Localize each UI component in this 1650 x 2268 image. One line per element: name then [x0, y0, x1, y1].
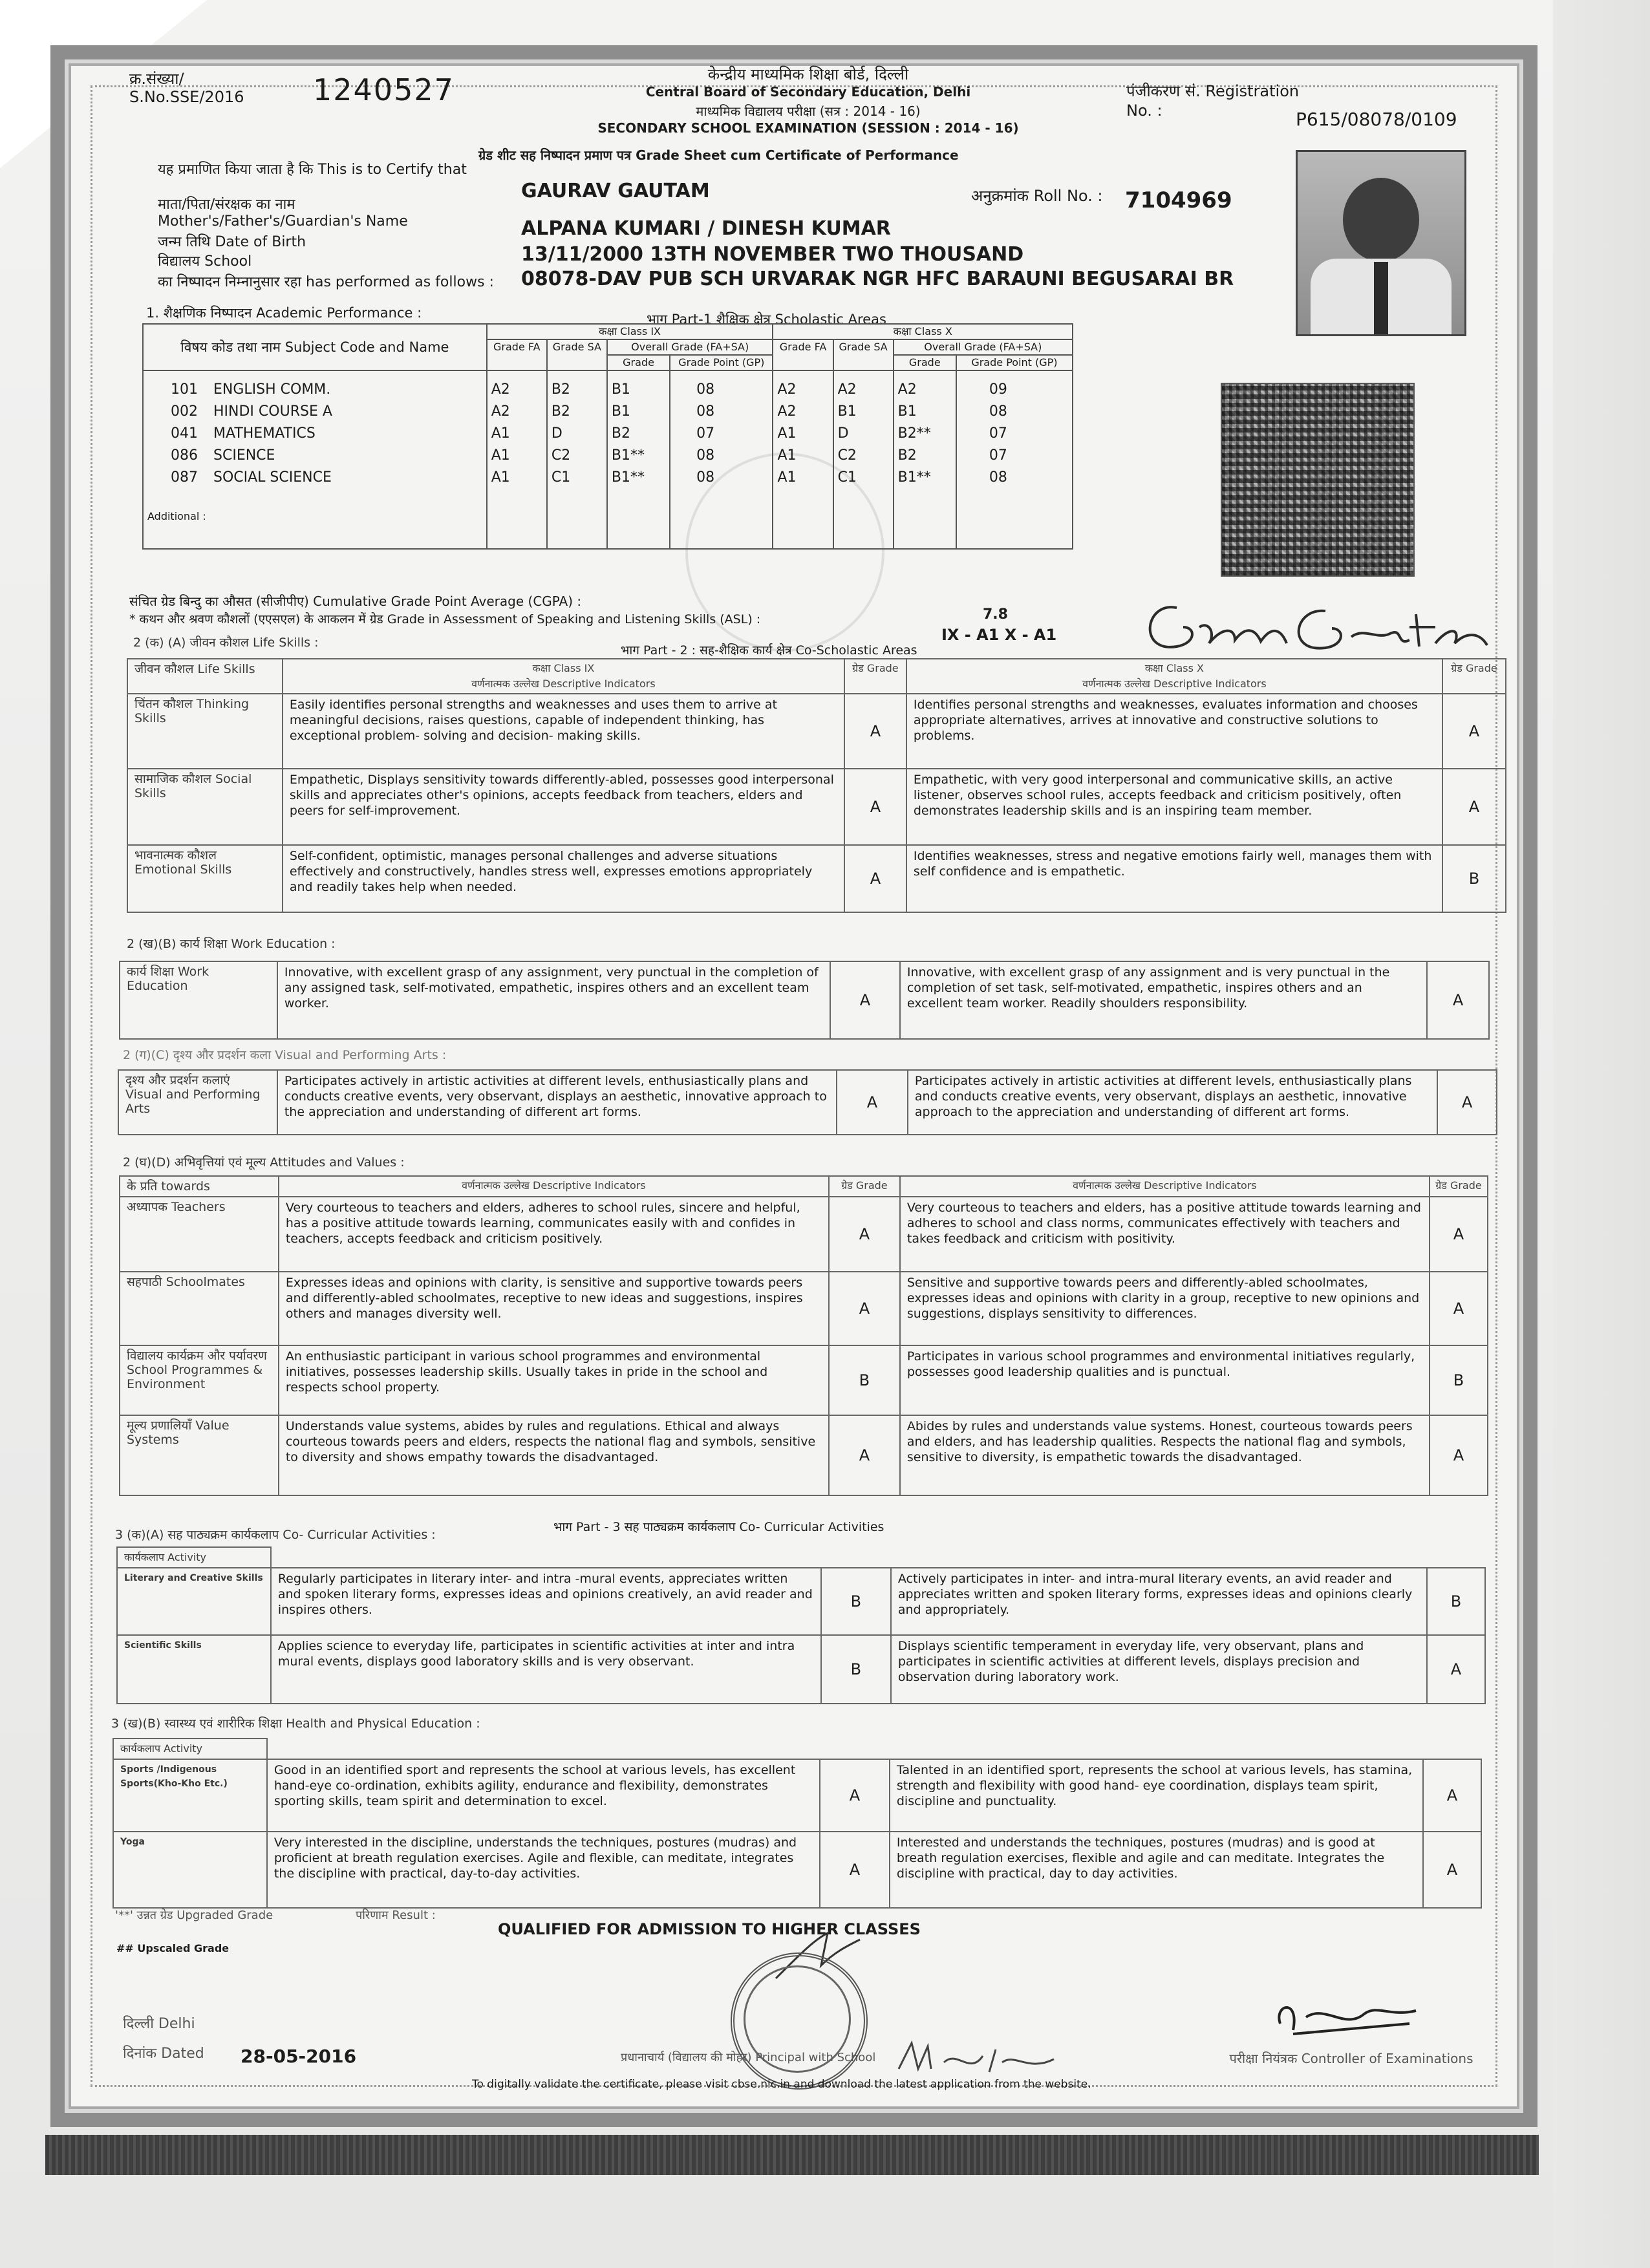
subject-row — [147, 423, 482, 445]
coscholastic-part-label: भाग Part - 2 : सह-शैक्षिक कार्य क्षेत्र Co-Scholastic Areas — [621, 643, 917, 658]
activity-row — [117, 1568, 1485, 1635]
work-education-table — [119, 961, 1490, 1040]
grade-value: D — [551, 425, 562, 442]
grade-point: 07 — [696, 425, 715, 442]
life-skill-row — [127, 845, 1506, 912]
class-ix-grade: B — [829, 1345, 900, 1415]
activity-label: Literary and Creative Skills — [117, 1568, 271, 1635]
grade-value: D — [837, 425, 849, 442]
class-x-grade: B — [1442, 845, 1506, 912]
registration-value: P615/08078/0109 — [1296, 109, 1457, 130]
subject-cell — [143, 370, 487, 549]
subject-code: 086 — [171, 447, 198, 464]
guardian-label: माता/पिता/संरक्षक का नाम Mother's/Father's/Guardian's Name — [158, 197, 408, 230]
cocurricular-part-label: भाग Part - 3 सह पाठ्यक्रम कार्यकलाप Co- Curricular Activities — [553, 1520, 884, 1534]
col-grade: ग्रेड Grade — [1442, 659, 1506, 694]
principal-label: प्रधानाचार्य (विद्यालय की मोहर) Principal with School — [621, 2051, 876, 2064]
date-value: 28-05-2016 — [241, 2046, 357, 2067]
grade-value: B1 — [611, 381, 631, 398]
grade-value: A2 — [837, 381, 857, 398]
subject-row — [147, 379, 482, 401]
grade-value: A1 — [777, 447, 797, 464]
class-x-grade: A — [1423, 1759, 1481, 1832]
additional-label: Additional : — [147, 510, 206, 522]
col-ix-grade-sa: Grade SA — [547, 339, 607, 370]
class-x-indicator: Empathetic, with very good interpersonal and communicative skills, an active listener, observes school rules, accepts feedback and criticism positively, often demonstrates leadership skills and is an inspiring team member. — [906, 769, 1442, 845]
place-label: दिल्ली Delhi — [123, 2016, 195, 2032]
board-name-hindi: केन्द्रीय माध्यमिक शिक्षा बोर्ड, दिल्ली — [707, 65, 909, 83]
subject-name: SOCIAL SCIENCE — [213, 469, 332, 486]
upgraded-grade-note: '**' उन्नत ग्रेड Upgraded Grade — [115, 1909, 273, 1922]
upscaled-grade-note: ## Upscaled Grade — [116, 1942, 230, 1954]
col-activity: कार्यकलाप Activity — [117, 1547, 271, 1568]
col-x-grade: Grade — [894, 355, 956, 370]
health-row — [113, 1759, 1481, 1832]
grade-value: B1** — [611, 469, 645, 486]
grade-value: B2 — [551, 381, 570, 398]
subject-code: 041 — [171, 425, 198, 442]
class-ix-indicator: Expresses ideas and opinions with clarity, is sensitive and supportive towards peers and differently-abled schoolmates, receptive to new ideas and suggestions, inspires others and manages diversity well. — [279, 1272, 829, 1345]
class-x-grade: A — [1437, 1070, 1497, 1135]
controller-signature — [1267, 1991, 1422, 2043]
cgpa-label: संचित ग्रेड बिन्दु का औसत (सीजीपीए) Cumulative Grade Point Average (CGPA) : — [129, 594, 582, 609]
exam-name-english: SECONDARY SCHOOL EXAMINATION (SESSION : 2014 - 16) — [597, 120, 1019, 136]
subject-code: 002 — [171, 403, 198, 420]
registration-label: पंजीकरण सं. Registration No. : — [1126, 82, 1300, 120]
visual-arts-label-cell: दृश्य और प्रदर्शन कलाएं Visual and Performing Arts — [118, 1070, 277, 1135]
attitude-row — [120, 1272, 1488, 1345]
class-ix-indicator: Applies science to everyday life, participates in scientific activities at inter and intra mural events, displays good laboratory skills and is very observant. — [271, 1635, 821, 1704]
grade-value: B2 — [897, 447, 917, 464]
class-x-grade: A — [1430, 1197, 1488, 1272]
certify-label: यह प्रमाणित किया जाता है कि This is to Certify that — [158, 162, 467, 178]
grade-value: C1 — [837, 469, 857, 486]
cgpa-value: 7.8 — [983, 606, 1008, 623]
col-grade: ग्रेड Grade — [844, 659, 906, 694]
grade-value: C2 — [551, 447, 571, 464]
work-education-row — [120, 961, 1489, 1039]
class-ix-indicator: Understands value systems, abides by rules and regulations. Ethical and always courteous towards peers and elders, respects the national flag and symbols, sensitive to diversity and shows empathy towards the disadvantaged. — [279, 1415, 829, 1495]
life-skill-row — [127, 769, 1506, 845]
class-ix-indicator: Good in an identified sport and represents the school at various levels, has excellent hand-eye co-ordination, exhibits agility, endurance and flexibility, demonstrates sporting skills, team spirit and determination to excel. — [267, 1759, 820, 1832]
sl-no-value: 1240527 — [313, 72, 455, 107]
attitude-row — [120, 1197, 1488, 1272]
class-ix-grade: A — [829, 1272, 900, 1345]
col-class-ix-desc — [283, 659, 844, 694]
ix-grade-cell — [607, 370, 670, 549]
grade-value: A2 — [777, 403, 797, 420]
x-gp-cell — [956, 370, 1073, 549]
class-x-heading: कक्षा Class X — [1144, 662, 1205, 674]
work-education-label-cell: कार्य शिक्षा Work Education — [120, 961, 277, 1039]
attitude-label: अध्यापक Teachers — [120, 1197, 279, 1272]
student-name: GAURAV GAUTAM — [521, 180, 710, 202]
grade-value: C1 — [551, 469, 571, 486]
grade-point: 07 — [989, 425, 1007, 442]
class-x-indicator: Identifies weaknesses, stress and negative emotions fairly well, manages them with self confidence and is empathetic. — [906, 845, 1442, 912]
academic-section-label: 1. शैक्षणिक निष्पादन Academic Performance : — [146, 305, 422, 321]
result-value: QUALIFIED FOR ADMISSION TO HIGHER CLASSES — [498, 1920, 921, 1938]
grade-point: 08 — [696, 447, 715, 464]
attitude-row — [120, 1345, 1488, 1415]
activity-row — [117, 1635, 1485, 1704]
class-ix-grade: A — [844, 845, 906, 912]
grade-value: C2 — [837, 447, 857, 464]
qr-code — [1221, 383, 1415, 577]
class-x-indicator: Innovative, with excellent grasp of any assignment and is very punctual in the completion of set task, self-motivated, empathetic, inspires others and an excellent team worker. Readily shoulders responsibility. — [900, 961, 1427, 1039]
col-class-x-desc — [906, 659, 1442, 694]
academic-table — [142, 323, 1073, 550]
class-ix-grade: A — [830, 961, 900, 1039]
col-ix-grade: Grade — [607, 355, 670, 370]
class-ix-grade: A — [829, 1415, 900, 1495]
class-ix-grade: A — [844, 694, 906, 769]
guardian-value: ALPANA KUMARI / DINESH KUMAR — [521, 217, 891, 240]
activity-label: Scientific Skills — [117, 1635, 271, 1704]
col-grade: ग्रेड Grade — [1430, 1176, 1488, 1197]
class-ix-indicator: Innovative, with excellent grasp of any assignment, very punctual in the completion of any assigned task, self-motivated, empathetic, inspires others and an excellent team worker. — [277, 961, 830, 1039]
attitudes-label: 2 (घ)(D) अभिवृत्तियां एवं मूल्य Attitudes and Values : — [123, 1155, 405, 1170]
grade-value: A1 — [491, 425, 510, 442]
sl-no-label: क्र.संख्या/ S.No.SSE/2016 — [129, 70, 244, 106]
roll-label: अनुक्रमांक Roll No. : — [971, 187, 1103, 205]
desc-heading: वर्णनात्मक उल्लेख Descriptive Indicators — [471, 678, 656, 690]
life-skills-table — [127, 658, 1506, 913]
class-ix-grade: B — [821, 1568, 891, 1635]
date-label: दिनांक Dated — [123, 2046, 204, 2062]
subject-name: ENGLISH COMM. — [213, 381, 331, 398]
grade-value: B1** — [611, 447, 645, 464]
life-skills-label: 2 (क) (A) जीवन कौशल Life Skills : — [133, 636, 319, 650]
attitude-row — [120, 1415, 1488, 1495]
board-name-english: Central Board of Secondary Education, Delhi — [645, 84, 971, 100]
class-ix-grade: A — [844, 769, 906, 845]
page-edge-shadow — [1553, 0, 1650, 2268]
grade-value: A2 — [897, 381, 917, 398]
col-desc-ix: वर्णनात्मक उल्लेख Descriptive Indicators — [279, 1176, 829, 1197]
grade-point: 08 — [989, 469, 1007, 486]
class-ix-grade: A — [820, 1759, 890, 1832]
cocurricular-a-label: 3 (क)(A) सह पाठ्यक्रम कार्यकलाप Co- Curricular Activities : — [115, 1528, 436, 1542]
col-x-gp: Grade Point (GP) — [956, 355, 1073, 370]
class-ix-indicator: Very interested in the discipline, understands the techniques, postures (mudras) and proficient at breath regulation exercises. Agile and flexible, can meditate, integrates the discipline with practical, day-to-day activities. — [267, 1832, 820, 1908]
result-label: परिणाम Result : — [356, 1909, 436, 1922]
life-skill-label: भावनात्मक कौशल Emotional Skills — [127, 845, 283, 912]
grade-value: B2** — [897, 425, 931, 442]
ix-gp-cell — [670, 370, 773, 549]
asl-value: IX - A1 X - A1 — [941, 626, 1057, 644]
col-ix-grade-fa: Grade FA — [487, 339, 547, 370]
subject-name: HINDI COURSE A — [213, 403, 332, 420]
cocurricular-table — [116, 1546, 1486, 1704]
col-activity: कार्यकलाप Activity — [113, 1738, 267, 1759]
subject-code: 101 — [171, 381, 198, 398]
grade-value: B2 — [551, 403, 570, 420]
grade-value: A1 — [777, 469, 797, 486]
subject-row — [147, 445, 482, 467]
health-pe-label: 3 (ख)(B) स्वास्थ्य एवं शारीरिक शिक्षा Health and Physical Education : — [111, 1717, 480, 1731]
exam-name-hindi: माध्यमिक विद्यालय परीक्षा (सत्र : 2014 - 16) — [696, 103, 921, 119]
class-ix-indicator: Very courteous to teachers and elders, adheres to school rules, sincere and helpful, has a positive attitude towards learning, communicates easily with and confides in teachers, accepts feedback and criticism positively. — [279, 1197, 829, 1272]
grade-value: B1 — [837, 403, 857, 420]
x-sa-cell — [833, 370, 894, 549]
subject-row — [147, 401, 482, 423]
validation-note: To digitally validate the certificate, please visit cbse.nic.in and download the latest application from the website. — [472, 2078, 1091, 2091]
class-ix-grade: A — [820, 1832, 890, 1908]
work-education-label: 2 (ख)(B) कार्य शिक्षा Work Education : — [127, 937, 336, 951]
class-x-indicator: Sensitive and supportive towards peers and differently-abled schoolmates, expresses ideas and opinions with clarity in a group, receptive to new opinions and suggestions, displays sensitivity to differences. — [900, 1272, 1430, 1345]
col-towards: के प्रति towards — [120, 1176, 279, 1197]
grade-point: 08 — [696, 403, 715, 420]
class-ix-indicator: Self-confident, optimistic, manages personal challenges and adverse situations effectively and constructively, handles stress well, expresses emotions appropriately and readily takes help when needed. — [283, 845, 844, 912]
col-x-overall: Overall Grade (FA+SA) — [894, 339, 1073, 355]
performed-label: का निष्पादन निम्नानुसार रहा has performed as follows : — [158, 274, 494, 290]
subject-code: 087 — [171, 469, 198, 486]
col-ix-overall: Overall Grade (FA+SA) — [607, 339, 773, 355]
class-x-indicator: Abides by rules and understands value systems. Honest, courteous towards peers and elders, and has leadership qualities. Respects the national flag and symbols, sensitive to diversity, is empathetic towards the disadvantaged. — [900, 1415, 1430, 1495]
student-photo — [1296, 150, 1466, 336]
class-x-indicator: Actively participates in inter- and intra-mural literary events, an avid reader and appreciates written and spoken literary forms, expresses ideas and opinions clearly and appropriately. — [891, 1568, 1427, 1635]
attitudes-table — [119, 1175, 1488, 1496]
ix-fa-cell — [487, 370, 547, 549]
asl-label: * कथन और श्रवण कौशलों (एएसएल) के आकलन में ग्रेड Grade in Assessment of Speaking and Listening Skills (ASL) : — [129, 612, 761, 626]
col-class-x: कक्षा Class X — [773, 324, 1073, 339]
visual-arts-table — [118, 1069, 1497, 1135]
attitude-label: विद्यालय कार्यक्रम और पर्यावरण School Programmes & Environment — [120, 1345, 279, 1415]
class-x-grade: A — [1430, 1415, 1488, 1495]
grade-point: 09 — [989, 381, 1007, 398]
school-label: विद्यालय School — [158, 253, 252, 270]
certificate-title: ग्रेड शीट सह निष्पादन प्रमाण पत्र Grade Sheet cum Certificate of Performance — [478, 147, 959, 163]
class-x-grade: A — [1442, 769, 1506, 845]
class-ix-indicator: Participates actively in artistic activities at different levels, enthusiastically plans and conducts creative events, very observant, displays an aesthetic, innovative approach to the appreciation and understanding of different art forms. — [277, 1070, 837, 1135]
class-x-grade: A — [1423, 1832, 1481, 1908]
grade-point: 08 — [696, 381, 715, 398]
class-x-grade: A — [1427, 961, 1489, 1039]
subject-row — [147, 467, 482, 489]
class-ix-indicator: An enthusiastic participant in various school programmes and environmental initiatives, possesses leadership skills. Usually takes in pride in the school and respects school property. — [279, 1345, 829, 1415]
grade-value: B1** — [897, 469, 931, 486]
student-signature — [1131, 582, 1494, 666]
life-skill-row — [127, 694, 1506, 769]
class-ix-indicator: Regularly participates in literary inter- and intra -mural events, appreciates written and spoken literary forms, expresses ideas and opinions creatively, an avid reader and inspires others. — [271, 1568, 821, 1635]
class-ix-grade: A — [837, 1070, 908, 1135]
scholastic-part-label: भाग Part-1 शैक्षिक क्षेत्र Scholastic Areas — [647, 312, 886, 327]
visual-arts-label: 2 (ग)(C) दृश्य और प्रदर्शन कला Visual and Performing Arts : — [123, 1048, 447, 1062]
class-ix-grade: B — [821, 1635, 891, 1704]
class-ix-indicator: Empathetic, Displays sensitivity towards differently-abled, possesses good interpersonal skills and appreciates other's opinions, accepts feedback from teachers, elders and peers for self-improvement. — [283, 769, 844, 845]
attitude-label: सहपाठी Schoolmates — [120, 1272, 279, 1345]
dob-label: जन्म तिथि Date of Birth — [158, 234, 306, 250]
dob-value: 13/11/2000 13TH NOVEMBER TWO THOUSAND — [521, 243, 1024, 266]
school-value: 08078-DAV PUB SCH URVARAK NGR HFC BARAUNI BEGUSARAI BR — [521, 268, 1234, 290]
col-class-ix: कक्षा Class IX — [487, 324, 773, 339]
grade-value: A2 — [491, 403, 510, 420]
subject-name: MATHEMATICS — [213, 425, 316, 442]
life-skill-label: सामाजिक कौशल Social Skills — [127, 769, 283, 845]
grade-value: B1 — [611, 403, 631, 420]
attitude-label: मूल्य प्रणालियाँ Value Systems — [120, 1415, 279, 1495]
class-x-indicator: Displays scientific temperament in everyday life, very observant, plans and participates in scientific activities at different levels, displays precision and observation during laboratory work. — [891, 1635, 1427, 1704]
bottom-scan-band — [45, 2135, 1539, 2175]
grade-point: 08 — [696, 469, 715, 486]
col-x-grade-sa: Grade SA — [833, 339, 894, 370]
controller-label: परीक्षा नियंत्रक Controller of Examinations — [1229, 2051, 1473, 2066]
grade-value: A1 — [491, 469, 510, 486]
col-x-grade-fa: Grade FA — [773, 339, 833, 370]
class-x-indicator: Interested and understands the techniques, postures (mudras) and is good at breath regulation exercises, flexible and agile and can meditate. Integrates the discipline with practical, day to day activities. — [890, 1832, 1423, 1908]
col-ix-gp: Grade Point (GP) — [670, 355, 773, 370]
ix-sa-cell — [547, 370, 607, 549]
class-x-grade: B — [1430, 1345, 1488, 1415]
grade-value: B2 — [611, 425, 631, 442]
col-life-skills: जीवन कौशल Life Skills — [127, 659, 283, 694]
visual-arts-row — [118, 1070, 1497, 1135]
class-x-grade: A — [1427, 1635, 1485, 1704]
roll-value: 7104969 — [1125, 187, 1232, 213]
health-pe-table — [112, 1738, 1482, 1909]
grade-value: A2 — [491, 381, 510, 398]
class-x-indicator: Participates in various school programmes and environmental initiatives regularly, possesses good leadership qualities and is punctual. — [900, 1345, 1430, 1415]
class-ix-heading: कक्षा Class IX — [532, 662, 595, 674]
grade-value: A2 — [777, 381, 797, 398]
class-ix-indicator: Easily identifies personal strengths and weaknesses and uses them to arrive at meaningful decisions, raises questions, capable of independent thinking, has exceptional problem- solving and decision- making skills. — [283, 694, 844, 769]
health-row — [113, 1832, 1481, 1908]
academic-rows — [143, 370, 1073, 549]
grade-value: A1 — [777, 425, 797, 442]
subject-name: SCIENCE — [213, 447, 275, 464]
class-x-indicator: Very courteous to teachers and elders, has a positive attitude towards learning and adheres to school and class norms, communicates effectively with teachers and takes feedback and criticism with positivity. — [900, 1197, 1430, 1272]
health-activity-label: Yoga — [113, 1832, 267, 1908]
x-fa-cell — [773, 370, 833, 549]
grade-point: 07 — [989, 447, 1007, 464]
col-subject: विषय कोड तथा नाम Subject Code and Name — [143, 324, 487, 370]
life-skill-label: चिंतन कौशल Thinking Skills — [127, 694, 283, 769]
col-desc-x: वर्णनात्मक उल्लेख Descriptive Indicators — [900, 1176, 1430, 1197]
grade-value: A1 — [491, 447, 510, 464]
health-activity-label: Sports /Indigenous Sports(Kho-Kho Etc.) — [113, 1759, 267, 1832]
class-ix-grade: A — [829, 1197, 900, 1272]
class-x-grade: B — [1427, 1568, 1485, 1635]
principal-name-signature — [892, 2037, 1060, 2082]
desc-heading: वर्णनात्मक उल्लेख Descriptive Indicators — [1082, 678, 1267, 690]
grade-point: 08 — [989, 403, 1007, 420]
col-grade: ग्रेड Grade — [829, 1176, 900, 1197]
class-x-indicator: Participates actively in artistic activities at different levels, enthusiastically plans and conducts creative events, very observant, displays an aesthetic, innovative approach to the appreciation and understanding of different art forms. — [908, 1070, 1437, 1135]
class-x-grade: A — [1442, 694, 1506, 769]
grade-value: B1 — [897, 403, 917, 420]
x-grade-cell — [894, 370, 956, 549]
class-x-grade: A — [1430, 1272, 1488, 1345]
class-x-indicator: Identifies personal strengths and weaknesses, evaluates information and chooses appropriate alternatives, arrives at innovative and constructive solutions to problems. — [906, 694, 1442, 769]
class-x-indicator: Talented in an identified sport, represents the school at various levels, has stamina, strength and flexibility with good hand- eye coordination, displays team spirit, discipline and punctuality. — [890, 1759, 1423, 1832]
